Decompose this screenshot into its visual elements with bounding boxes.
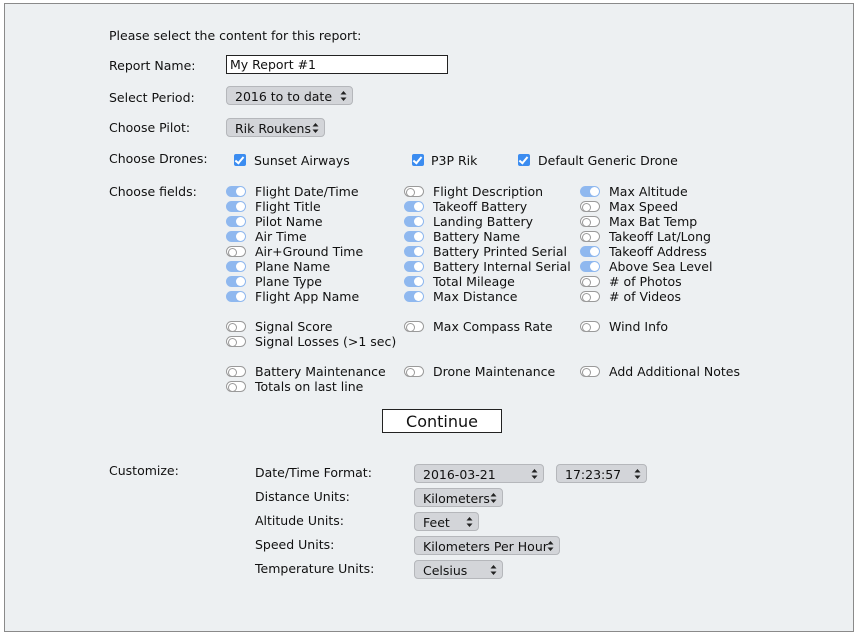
field-toggle-landing-battery[interactable] [404, 216, 424, 227]
field-label-plane-type: Plane Type [255, 274, 322, 289]
date-format-select[interactable] [414, 464, 544, 483]
drones-label: Choose Drones: [109, 151, 208, 166]
distance-units-label: Distance Units: [255, 489, 350, 504]
drone-label-p3p-rik: P3P Rik [431, 153, 478, 168]
field-label-totals-on-last-line: Totals on last line [255, 379, 364, 394]
field-toggle-air-ground-time[interactable] [226, 246, 246, 257]
field-toggle-totals-on-last-line[interactable] [226, 381, 246, 392]
period-label: Select Period: [109, 90, 195, 105]
altitude-units-select[interactable] [414, 512, 479, 531]
field-label-takeoff-battery: Takeoff Battery [433, 199, 528, 214]
field-toggle-max-distance[interactable] [404, 291, 424, 302]
field-label-landing-battery: Landing Battery [433, 214, 534, 229]
select-arrows-icon [634, 467, 641, 481]
field-label-takeoff-lat-long: Takeoff Lat/Long [609, 229, 711, 244]
report-name-label: Report Name: [109, 58, 196, 73]
field-label-signal-score: Signal Score [255, 319, 333, 334]
field-toggle-plane-name[interactable] [226, 261, 246, 272]
pilot-select[interactable] [226, 118, 325, 137]
field-toggle-battery-name[interactable] [404, 231, 424, 242]
field-label-max-bat-temp: Max Bat Temp [609, 214, 698, 229]
temperature-units-value: Celsius [423, 563, 468, 578]
field-toggle-flight-title[interactable] [226, 201, 246, 212]
field-label-flight-app-name: Flight App Name [255, 289, 360, 304]
field-toggle-flight-app-name[interactable] [226, 291, 246, 302]
field-label-max-altitude: Max Altitude [609, 184, 688, 199]
time-format-value: 17:23:57 [565, 467, 622, 482]
field-label-battery-name: Battery Name [433, 229, 521, 244]
field-label-air-time: Air Time [255, 229, 307, 244]
field-label-takeoff-address: Takeoff Address [609, 244, 707, 259]
field-toggle-takeoff-lat-long[interactable] [580, 231, 600, 242]
field-toggle-max-speed[interactable] [580, 201, 600, 212]
altitude-units-value: Feet [423, 515, 450, 530]
field-toggle-plane-type[interactable] [226, 276, 246, 287]
continue-button[interactable]: Continue [382, 409, 502, 433]
field-toggle-takeoff-address[interactable] [580, 246, 600, 257]
customize-label: Customize: [109, 463, 179, 478]
temperature-units-select[interactable] [414, 560, 503, 579]
select-arrows-icon [490, 563, 497, 577]
field-label-total-mileage: Total Mileage [433, 274, 515, 289]
field-label-max-speed: Max Speed [609, 199, 679, 214]
pilot-label: Choose Pilot: [109, 120, 191, 135]
field-label-battery-internal-serial: Battery Internal Serial [433, 259, 571, 274]
period-select[interactable] [226, 86, 353, 105]
field-toggle-of-videos[interactable] [580, 291, 600, 302]
field-label-battery-maintenance: Battery Maintenance [255, 364, 386, 379]
field-toggle-max-altitude[interactable] [580, 186, 600, 197]
field-toggle-battery-printed-serial[interactable] [404, 246, 424, 257]
field-label-air-ground-time: Air+Ground Time [255, 244, 364, 259]
field-label-flight-title: Flight Title [255, 199, 321, 214]
select-arrows-icon [547, 539, 554, 553]
datetime-format-label: Date/Time Format: [255, 465, 372, 480]
period-select-value: 2016 to to date [235, 89, 333, 104]
field-toggle-takeoff-battery[interactable] [404, 201, 424, 212]
drone-checkbox-sunset-airways[interactable] [234, 154, 246, 166]
fields-label: Choose fields: [109, 184, 197, 199]
intro-text: Please select the content for this report: [109, 28, 362, 43]
field-label-battery-printed-serial: Battery Printed Serial [433, 244, 567, 259]
field-toggle-of-photos[interactable] [580, 276, 600, 287]
distance-units-value: Kilometers [423, 491, 490, 506]
drone-label-default-generic-drone: Default Generic Drone [538, 153, 678, 168]
field-label-of-photos: # of Photos [609, 274, 682, 289]
drone-label-sunset-airways: Sunset Airways [254, 153, 350, 168]
pilot-select-value: Rik Roukens [235, 121, 311, 136]
field-toggle-add-additional-notes[interactable] [580, 366, 600, 377]
select-arrows-icon [340, 89, 347, 103]
field-toggle-signal-losses-1-sec[interactable] [226, 336, 246, 347]
select-arrows-icon [490, 491, 497, 505]
field-label-above-sea-level: Above Sea Level [609, 259, 713, 274]
field-toggle-air-time[interactable] [226, 231, 246, 242]
date-format-value: 2016-03-21 [423, 467, 496, 482]
field-label-signal-losses-1-sec: Signal Losses (>1 sec) [255, 334, 397, 349]
field-toggle-flight-description[interactable] [404, 186, 424, 197]
drone-checkbox-p3p-rik[interactable] [412, 154, 424, 166]
field-toggle-flight-date-time[interactable] [226, 186, 246, 197]
distance-units-select[interactable] [414, 488, 503, 507]
speed-units-value: Kilometers Per Hour [423, 539, 548, 554]
field-label-flight-description: Flight Description [433, 184, 544, 199]
altitude-units-label: Altitude Units: [255, 513, 344, 528]
field-toggle-battery-maintenance[interactable] [226, 366, 246, 377]
field-toggle-above-sea-level[interactable] [580, 261, 600, 272]
field-toggle-max-compass-rate[interactable] [404, 321, 424, 332]
field-label-max-distance: Max Distance [433, 289, 518, 304]
field-label-pilot-name: Pilot Name [255, 214, 323, 229]
select-arrows-icon [466, 515, 473, 529]
select-arrows-icon [312, 121, 319, 135]
drone-checkbox-default-generic-drone[interactable] [518, 154, 530, 166]
field-label-drone-maintenance: Drone Maintenance [433, 364, 556, 379]
field-label-plane-name: Plane Name [255, 259, 331, 274]
field-toggle-total-mileage[interactable] [404, 276, 424, 287]
field-label-max-compass-rate: Max Compass Rate [433, 319, 553, 334]
field-label-of-videos: # of Videos [609, 289, 682, 304]
field-toggle-pilot-name[interactable] [226, 216, 246, 227]
report-name-input[interactable]: My Report #1 [226, 55, 448, 74]
field-toggle-drone-maintenance[interactable] [404, 366, 424, 377]
speed-units-select[interactable] [414, 536, 560, 555]
field-label-wind-info: Wind Info [609, 319, 669, 334]
temperature-units-label: Temperature Units: [255, 561, 375, 576]
time-format-select[interactable] [556, 464, 647, 483]
field-label-flight-date-time: Flight Date/Time [255, 184, 359, 199]
field-toggle-signal-score[interactable] [226, 321, 246, 332]
select-arrows-icon [531, 467, 538, 481]
field-label-add-additional-notes: Add Additional Notes [609, 364, 740, 379]
field-toggle-battery-internal-serial[interactable] [404, 261, 424, 272]
field-toggle-wind-info[interactable] [580, 321, 600, 332]
field-toggle-max-bat-temp[interactable] [580, 216, 600, 227]
speed-units-label: Speed Units: [255, 537, 335, 552]
